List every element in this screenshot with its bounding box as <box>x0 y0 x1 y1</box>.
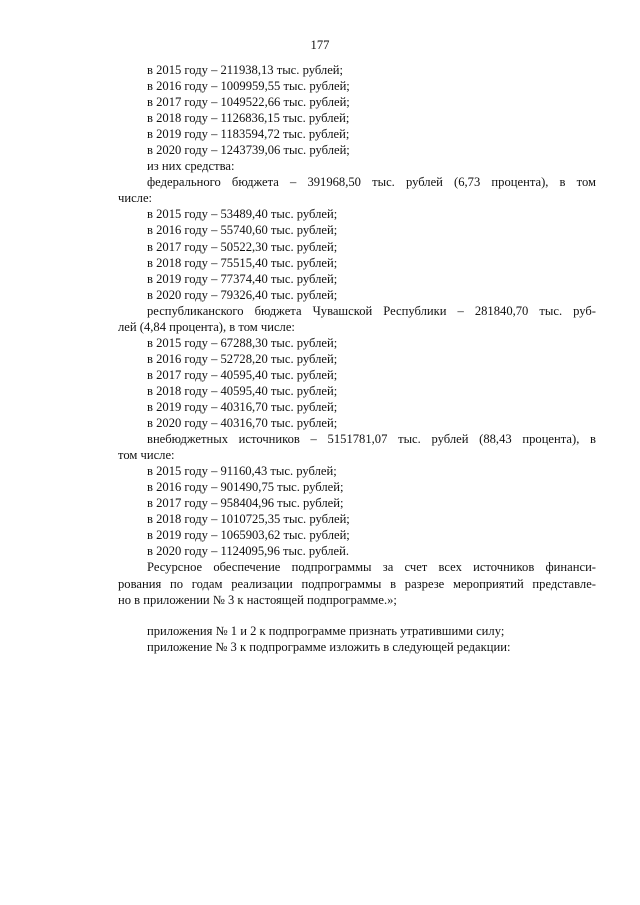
text-line: в 2017 году – 1049522,66 тыс. рублей; <box>147 95 350 110</box>
text-line: в 2015 году – 67288,30 тыс. рублей; <box>147 335 338 350</box>
text-line: в 2017 году – 40595,40 тыс. рублей; <box>147 367 338 382</box>
text-line: приложение № 3 к подпрограмме изложить в следующей редакции: <box>147 639 511 654</box>
text-line: в 2020 году – 79326,40 тыс. рублей; <box>147 287 338 302</box>
text-line: в 2015 году – 53489,40 тыс. рублей; <box>147 207 338 222</box>
text-line: из них средства: <box>147 159 235 174</box>
text-line: в 2016 году – 55740,60 тыс. рублей; <box>147 223 338 238</box>
text-line: Ресурсное обеспечение подпрограммы за счет всех источников финанси- <box>147 560 596 575</box>
text-line: лей (4,84 процента), в том числе: <box>118 319 295 334</box>
text-line: в 2018 году – 1126836,15 тыс. рублей; <box>147 111 350 126</box>
text-line: но в приложении № 3 к настоящей подпрограмме.»; <box>118 592 397 607</box>
text-line: рования по годам реализации подпрограммы в разрезе мероприятий представле- <box>118 576 596 591</box>
text-line: в 2016 году – 1009959,55 тыс. рублей; <box>147 79 350 94</box>
closing-text <box>118 623 596 655</box>
text-line: в 2019 году – 40316,70 тыс. рублей; <box>147 399 338 414</box>
text-line: в 2017 году – 50522,30 тыс. рублей; <box>147 239 338 254</box>
text-line: в 2018 году – 75515,40 тыс. рублей; <box>147 255 338 270</box>
text-line: в 2019 году – 1183594,72 тыс. рублей; <box>147 127 350 142</box>
paragraph-gap <box>118 608 596 623</box>
text-line: в 2016 году – 52728,20 тыс. рублей; <box>147 351 338 366</box>
text-line: в 2020 году – 40316,70 тыс. рублей; <box>147 416 338 431</box>
main-text <box>118 62 596 608</box>
text-line: в 2020 году – 1124095,96 тыс. рублей. <box>147 544 349 559</box>
text-line: внебюджетных источников – 5151781,07 тыс. рублей (88,43 процента), в <box>147 432 596 447</box>
text-line: в 2016 году – 901490,75 тыс. рублей; <box>147 480 344 495</box>
text-line: в 2018 году – 40595,40 тыс. рублей; <box>147 383 338 398</box>
text-line: приложения № 1 и 2 к подпрограмме признать утратившими силу; <box>147 623 505 638</box>
document-body <box>118 62 596 655</box>
page-number: 177 <box>310 38 330 52</box>
text-line: республиканского бюджета Чувашской Республики – 281840,70 тыс. руб- <box>147 303 596 318</box>
text-line: в 2015 году – 211938,13 тыс. рублей; <box>147 63 344 77</box>
text-line: в 2020 году – 1243739,06 тыс. рублей; <box>147 143 350 158</box>
text-line: в 2019 году – 77374,40 тыс. рублей; <box>147 271 338 286</box>
text-line: числе: <box>118 191 153 206</box>
text-line: том числе: <box>118 448 175 463</box>
text-line: в 2018 году – 1010725,35 тыс. рублей; <box>147 512 350 527</box>
text-line: в 2015 году – 91160,43 тыс. рублей; <box>147 464 337 479</box>
text-line: в 2017 году – 958404,96 тыс. рублей; <box>147 496 344 511</box>
text-line: в 2019 году – 1065903,62 тыс. рублей; <box>147 528 350 543</box>
text-line: федерального бюджета – 391968,50 тыс. рублей (6,73 процента), в том <box>147 175 596 190</box>
